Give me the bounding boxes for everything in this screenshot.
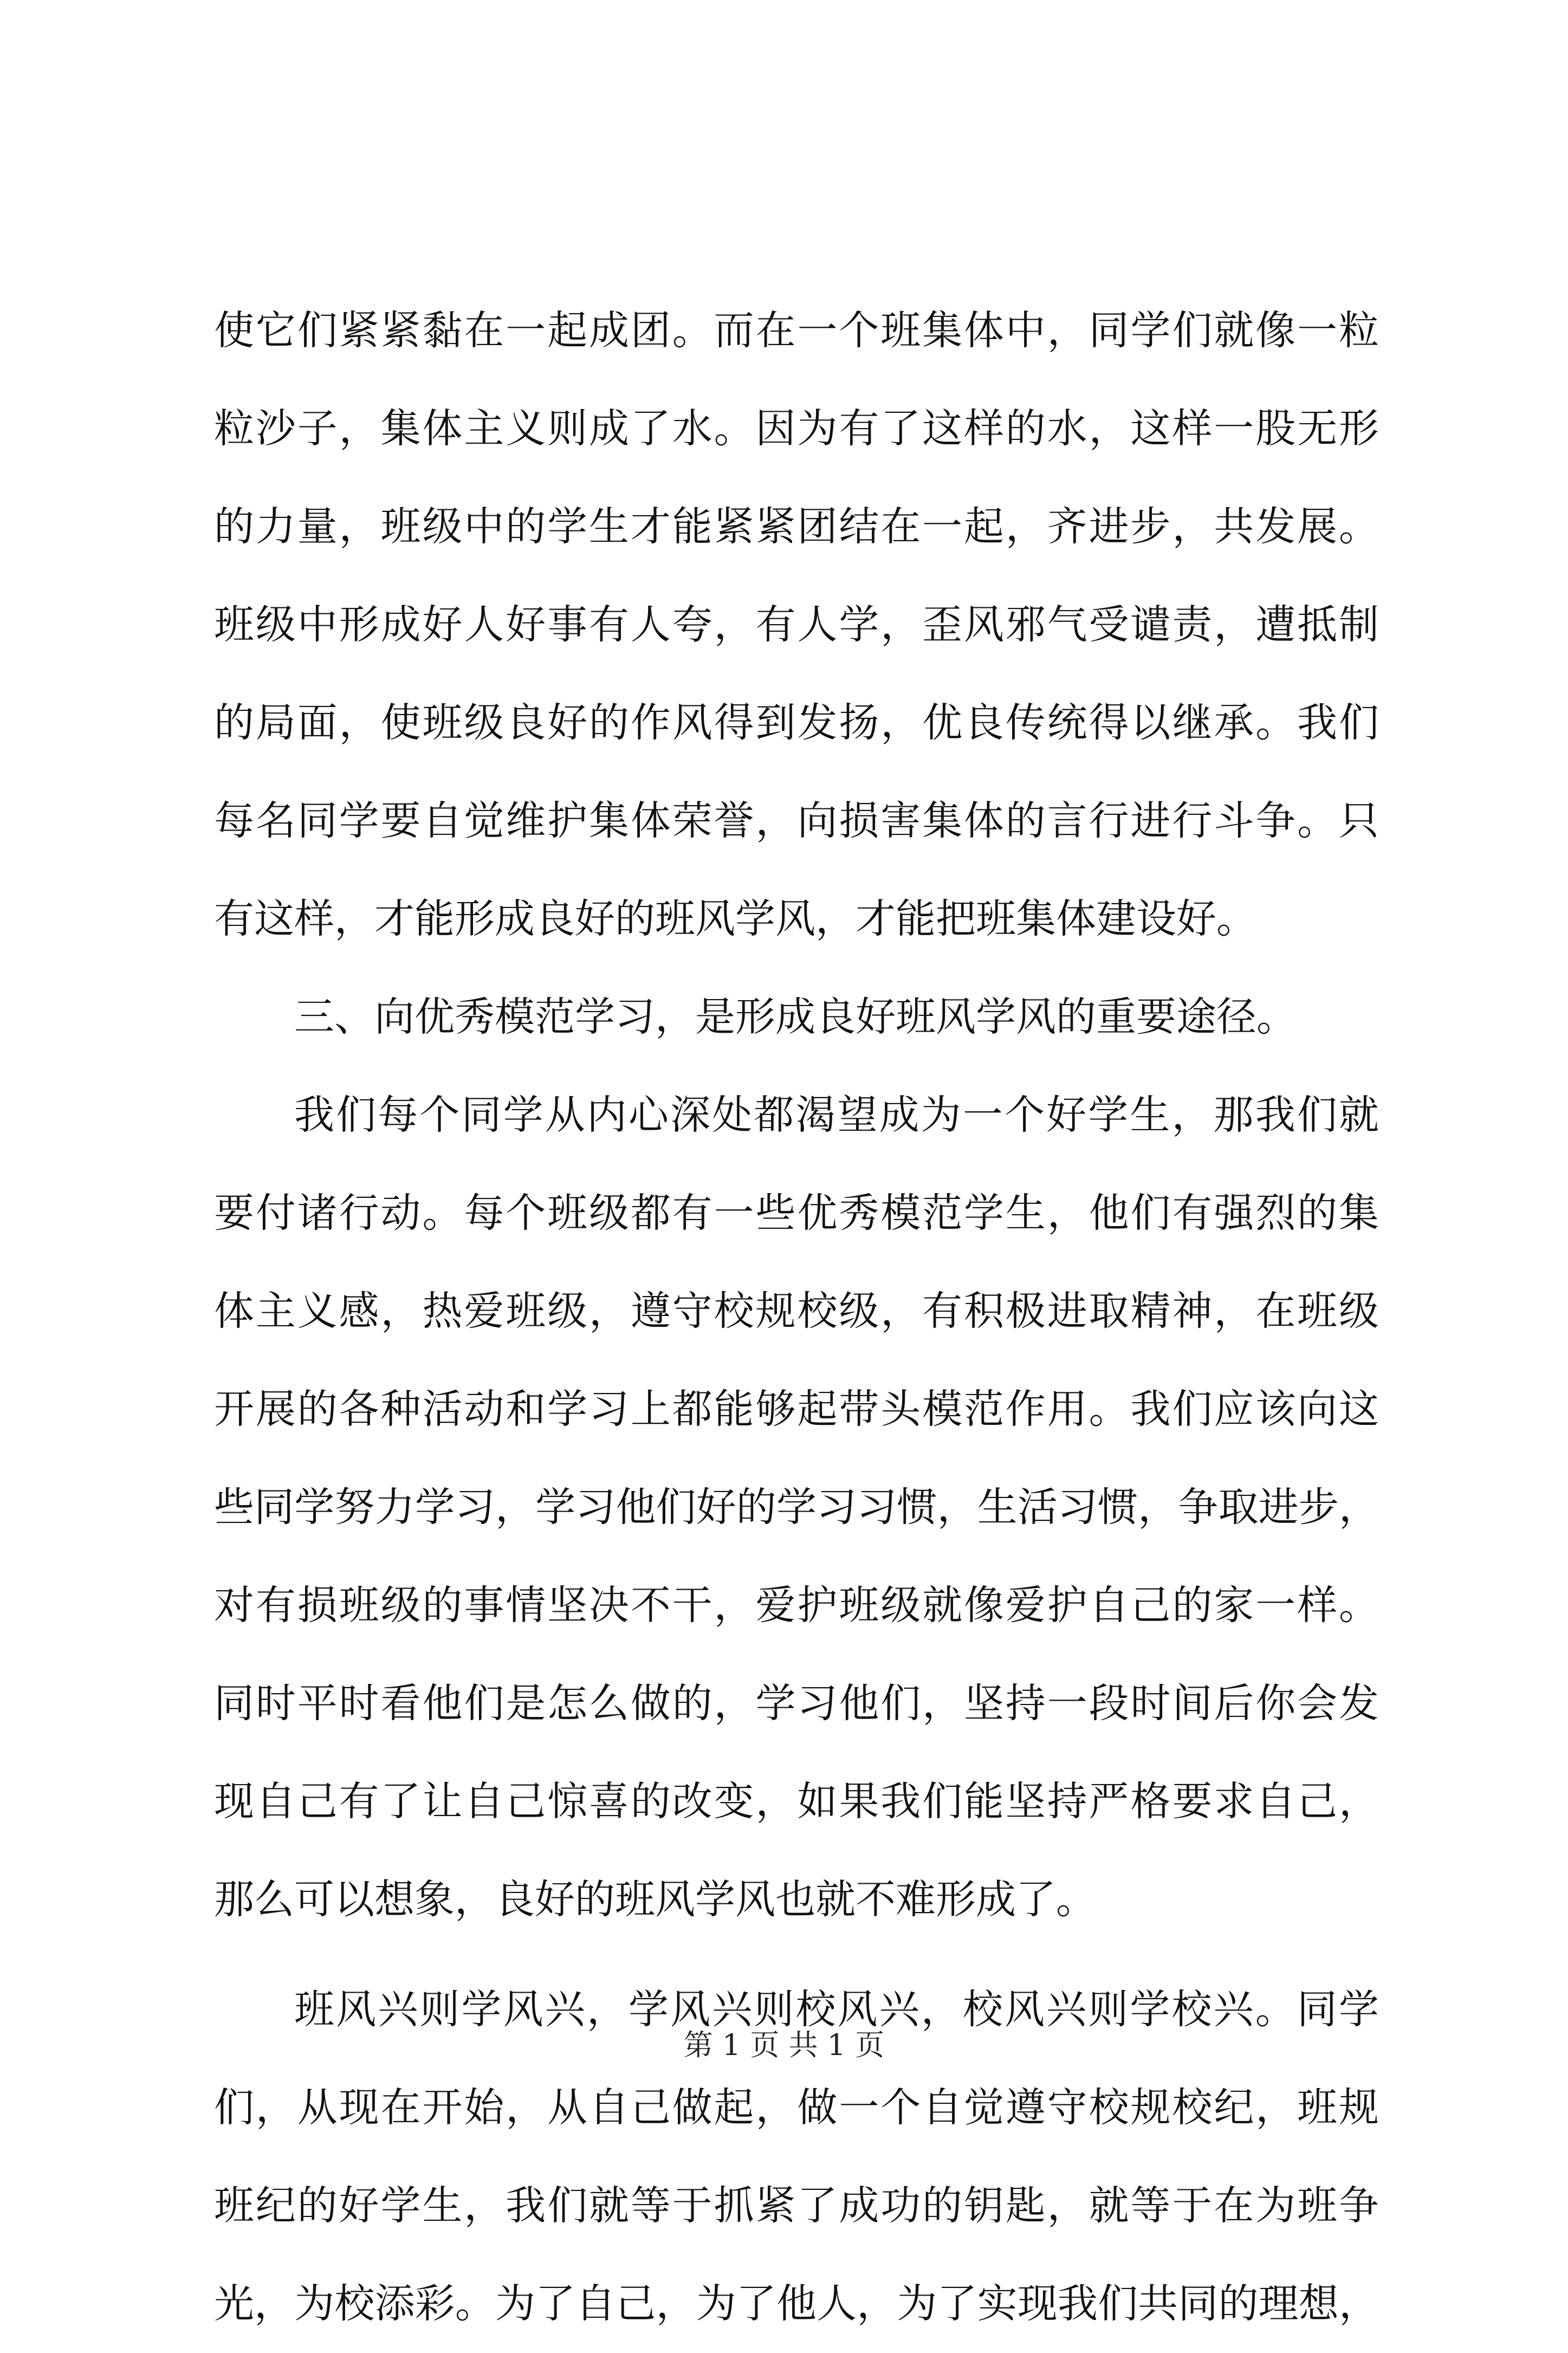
text-line: 光，为校添彩。为了自己，为了他人，为了实现我们共同的理想， <box>214 2280 1379 2327</box>
text-line: 些同学努力学习，学习他们好的学习习惯，生活习惯，争取进步， <box>214 1484 1379 1531</box>
text-line: 同时平时看他们是怎么做的，学习他们，坚持一段时间后你会发 <box>214 1680 1379 1727</box>
text-line: 有这样，才能形成良好的班风学风，才能把班集体建设好。 <box>214 896 1256 942</box>
text-line: 开展的各种活动和学习上都能够起带头模范作用。我们应该向这 <box>214 1386 1379 1432</box>
text-line: 使它们紧紧黏在一起成团。而在一个班集体中，同学们就像一粒 <box>214 307 1379 354</box>
text-line: 体主义感，热爱班级，遵守校规校级，有积极进取精神，在班级 <box>214 1288 1379 1334</box>
text-line: 要付诸行动。每个班级都有一些优秀模范学生，他们有强烈的集 <box>214 1190 1379 1236</box>
text-line: 班级中形成好人好事有人夸，有人学，歪风邪气受谴责，遭抵制 <box>214 601 1379 648</box>
text-line: 班纪的好学生，我们就等于抓紧了成功的钥匙，就等于在为班争 <box>214 2182 1379 2229</box>
page-footer: 第 1 页 共 1 页 <box>683 2028 885 2062</box>
text-line: 每名同学要自觉维护集体荣誉，向损害集体的言行进行斗争。只 <box>214 798 1379 844</box>
text-line: 的力量，班级中的学生才能紧紧团结在一起，齐进步，共发展。 <box>214 503 1379 550</box>
text-line: 我们每个同学从内心深处都渴望成为一个好学生，那我们就 <box>294 1092 1379 1138</box>
text-line: 那么可以想象，良好的班风学风也就不难形成了。 <box>214 1876 1096 1923</box>
section-heading: 三、向优秀模范学习，是形成良好班风学风的重要途径。 <box>294 994 1297 1040</box>
text-line: 现自己有了让自己惊喜的改变，如果我们能坚持严格要求自己， <box>214 1778 1379 1825</box>
text-line: 粒沙子，集体主义则成了水。因为有了这样的水，这样一股无形 <box>214 405 1379 452</box>
text-line: 班风兴则学风兴，学风兴则校风兴，校风兴则学校兴。同学 <box>294 1986 1379 2033</box>
text-line: 们，从现在开始，从自己做起，做一个自觉遵守校规校纪，班规 <box>214 2084 1379 2131</box>
text-line: 的局面，使班级良好的作风得到发扬，优良传统得以继承。我们 <box>214 699 1379 746</box>
text-line: 对有损班级的事情坚决不干，爱护班级就像爱护自己的家一样。 <box>214 1582 1379 1629</box>
